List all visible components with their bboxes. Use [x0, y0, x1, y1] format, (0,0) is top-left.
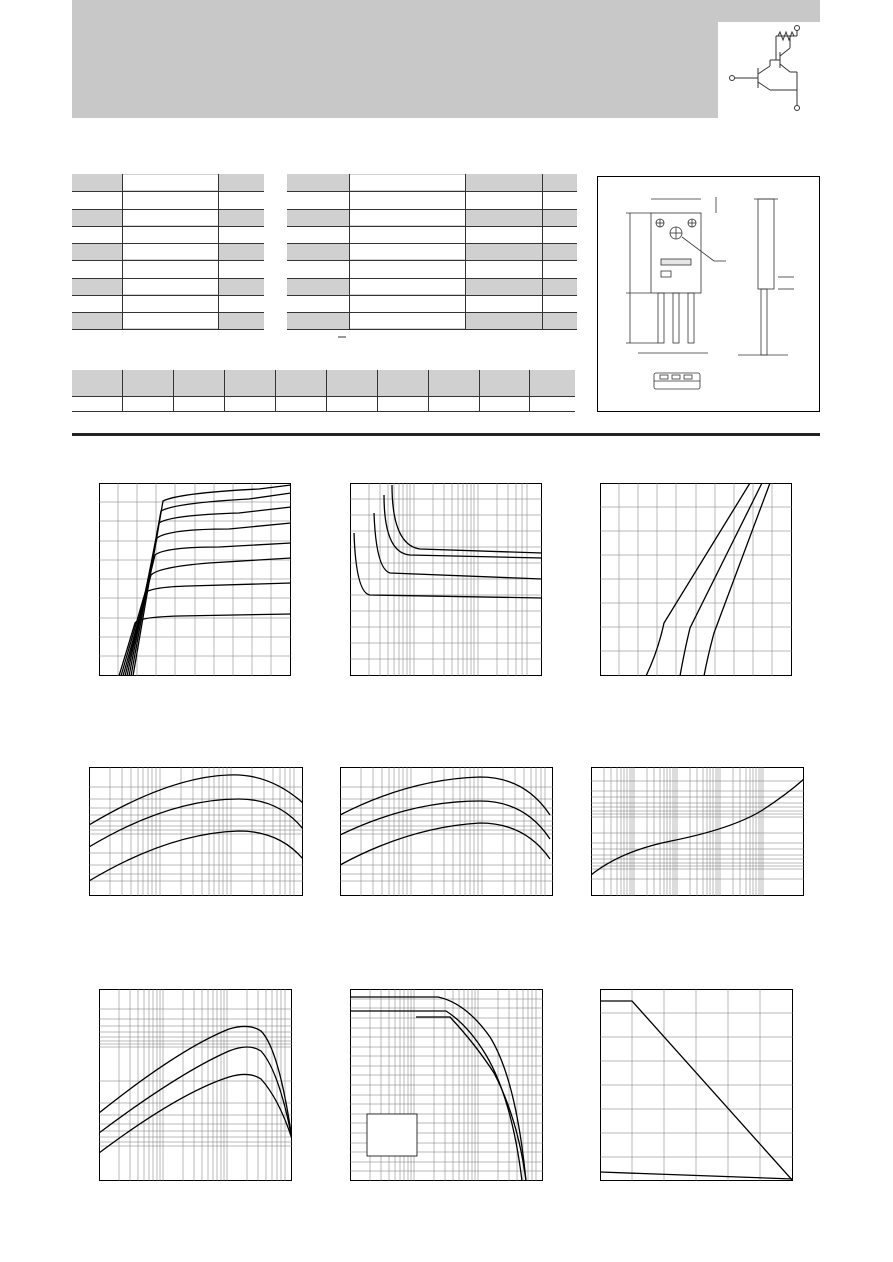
chart-hfe-ic-b	[340, 767, 553, 896]
hfe-table-header	[72, 370, 575, 396]
chart-soa	[350, 989, 543, 1181]
chart-pc-ta	[600, 989, 793, 1181]
spec-tables	[72, 174, 578, 414]
spec-tables-graphic	[72, 174, 578, 414]
chart-ic-vbe	[600, 483, 792, 676]
to-3p-package-outline-icon	[598, 177, 819, 411]
chart-thermal-resistance	[591, 767, 804, 896]
ic-vbe-characteristics-chart	[600, 483, 792, 676]
pc-ta-derating-chart	[600, 989, 793, 1181]
vce-sat-ib-characteristics-chart	[350, 483, 542, 676]
header-band	[72, 0, 820, 118]
chart-vcesat-ib	[350, 483, 542, 676]
circuit-symbol	[718, 22, 820, 118]
chart-hfe-temperature	[99, 989, 292, 1181]
darlington-transistor-icon	[718, 22, 820, 118]
hfe-ic-characteristics-b-chart	[340, 767, 553, 896]
soa-legend-box	[367, 1114, 417, 1156]
hfe-ic-temperature-chart	[99, 989, 292, 1181]
safe-operating-area-chart	[350, 989, 543, 1181]
package-outline-box	[597, 176, 820, 412]
hfe-ic-characteristics-a-chart	[89, 767, 303, 896]
ic-vce-characteristics-chart	[99, 483, 291, 676]
transient-thermal-resistance-chart	[591, 767, 804, 896]
section-divider	[72, 433, 820, 436]
chart-ic-vce	[99, 483, 291, 676]
chart-hfe-ic-a	[89, 767, 303, 896]
